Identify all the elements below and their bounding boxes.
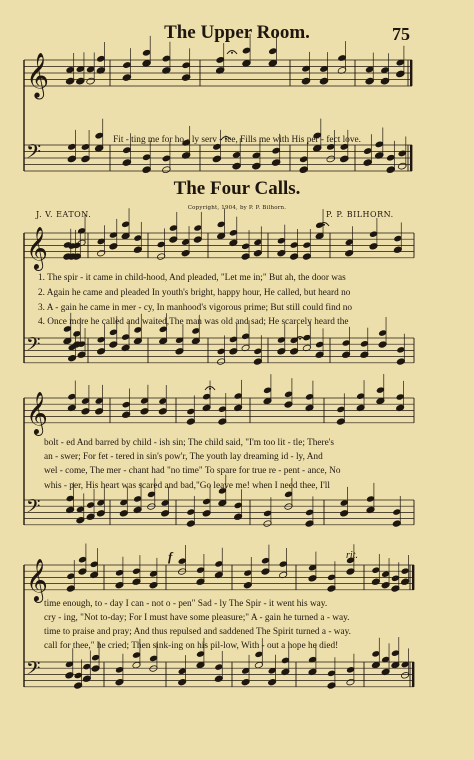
verse-line-3: wel - come, The mer - chant had "no time" To spare for true re - pent - ance, No — [44, 466, 341, 476]
verse-line-1: time enough, to - day I can - not o - pen" Sad - ly The Spir - it went his way. — [44, 599, 328, 609]
final-bar-line — [412, 662, 414, 687]
final-bar-line — [410, 145, 412, 171]
verse-line-1: bolt - ed And barred by child - ish sin; The child said, "I'm too lit - tle; There's — [44, 438, 335, 448]
fermata-dot — [323, 224, 325, 226]
fermata-dot — [209, 388, 211, 390]
verse-line-2: an - swer; For fet - tered in sin's pow'r, The youth lay dreaming id - ly, And — [44, 452, 323, 462]
verse-line-4: whis - per, His heart was scared and bad,"Go leave me! when I need thee, I'll — [44, 481, 330, 491]
treble-clef-icon: 𝄞 — [26, 389, 48, 434]
verse-line-4: call for thee," he cried; Then sink-ing on his pil-low, With - out a hope he died! — [44, 641, 339, 651]
bass-clef-icon: 𝄢 — [26, 334, 41, 361]
bass-clef-icon: 𝄢 — [26, 496, 41, 523]
hymn-title-upper-room: The Upper Room. — [164, 22, 310, 43]
verse-line-1: 1. The spir - it came in child-hood, And pleaded, "Let me in;" But ah, the door was — [38, 273, 346, 283]
final-bar-line — [412, 565, 414, 590]
verse-line-3: 3. A - gain he came in mer - cy, In manhood's vigorous prime; But still could find no — [38, 303, 353, 313]
verse-line-4: 4. Once more he called and waited,The man was old and sad; He scarcely heard the — [38, 317, 349, 327]
verse-line-2: cry - ing, "Not to-day; For I must have some pleasure;" A - gain he turned a - way. — [44, 613, 350, 623]
fermata-dot — [231, 52, 233, 54]
verse-line-2: 2. Again he came and pleaded In youth's bright, happy hour, He called, but heard no — [38, 288, 351, 298]
verse-line-3: time to praise and pray; And thus repulsed and saddened The Spirit turned a - way. — [44, 627, 351, 637]
fermata-dot — [299, 338, 301, 340]
bass-clef-icon: 𝄢 — [26, 658, 41, 685]
dynamic-forte: f — [168, 549, 173, 564]
bass-clef-icon: 𝄢 — [26, 139, 42, 168]
final-bar-line — [410, 60, 412, 86]
treble-clef-icon: 𝄞 — [26, 224, 48, 269]
copyright-notice: Copyright, 1904, by P. P. Bilhorn. — [187, 205, 287, 211]
page-number: 75 — [392, 24, 410, 44]
composer-credit: P. P. BILHORN. — [326, 210, 394, 219]
lyric-line: Fit - ting me for ho - ly serv - ice, Fills me with His per - fect love. — [113, 135, 361, 145]
treble-clef-icon: 𝄞 — [26, 556, 48, 601]
dynamic-ritardando: rit. — [346, 550, 358, 561]
hymn-title-four-calls: The Four Calls. — [173, 178, 301, 199]
treble-clef-icon: 𝄞 — [26, 53, 50, 98]
lyricist-credit: J. V. EATON. — [36, 210, 92, 219]
